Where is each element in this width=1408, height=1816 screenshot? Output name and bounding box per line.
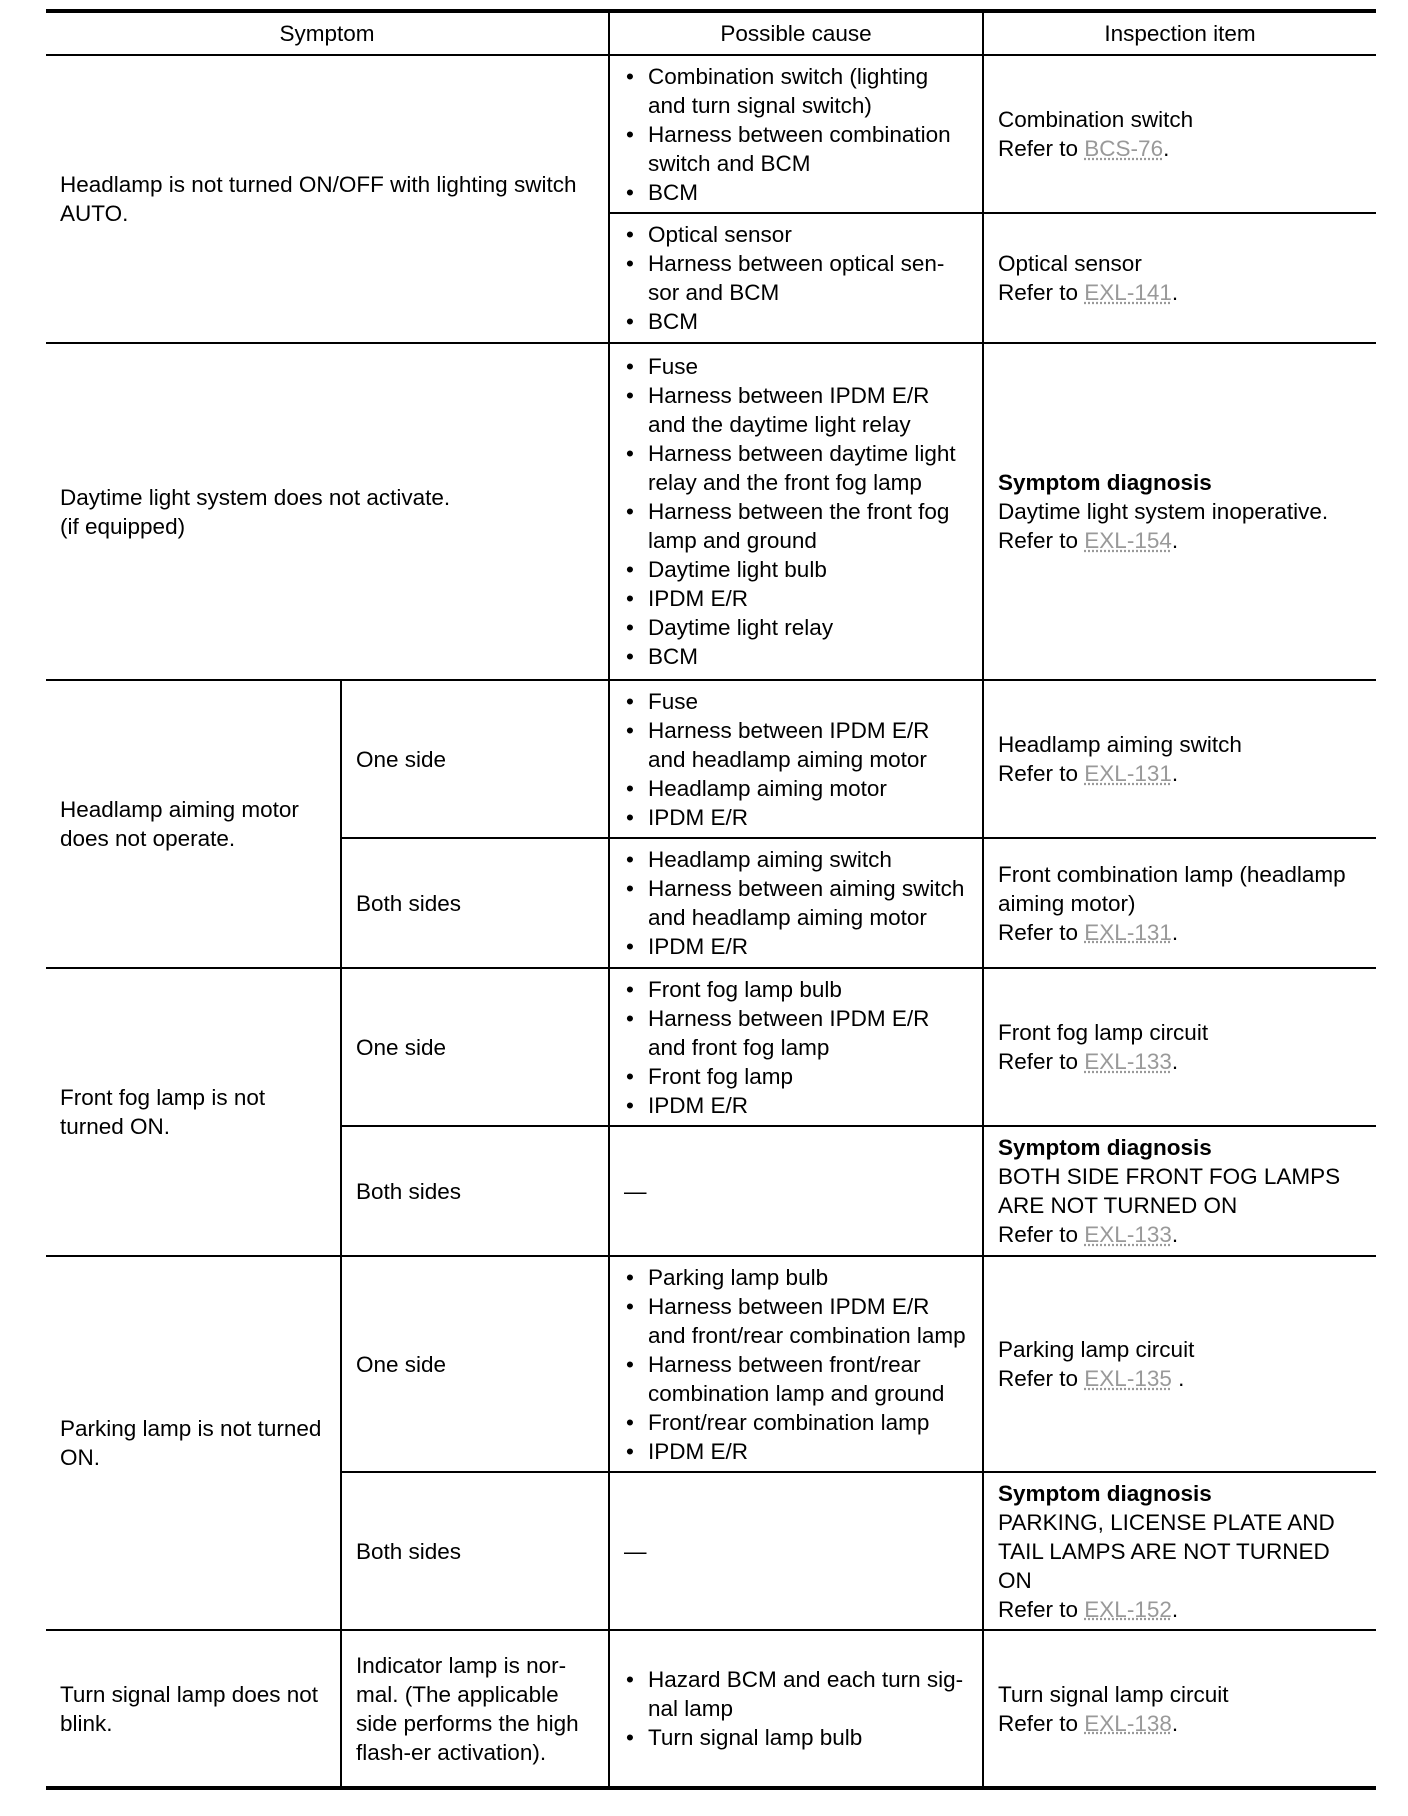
inspection-cell: Combination switch Refer to BCS-76.: [983, 55, 1376, 213]
ref-link-exl-154[interactable]: EXL-154: [1084, 528, 1172, 553]
list-item: • IPDM E/R: [624, 1091, 968, 1120]
list-item: • Turn signal lamp bulb: [624, 1723, 968, 1752]
list-item: • Harness between daytime light relay and the front fog lamp: [624, 439, 968, 497]
condition-cell: Both sides: [341, 1126, 609, 1256]
condition-cell: One side: [341, 1256, 609, 1472]
ref-link-exl-133[interactable]: EXL-133: [1084, 1222, 1172, 1247]
list-item: • Harness between IPDM E/R and front fog lamp: [624, 1004, 968, 1062]
inspection-cell: Front fog lamp circuit Refer to EXL-133.: [983, 968, 1376, 1126]
cause-cell: [609, 680, 983, 838]
list-item: • Front/rear combination lamp: [624, 1408, 968, 1437]
cause-cell: [609, 1630, 983, 1788]
table-row: [46, 680, 1376, 838]
list-item: • BCM: [624, 178, 968, 207]
header-possible-cause: Possible cause: [609, 11, 983, 55]
ref-link-exl-135[interactable]: EXL-135: [1084, 1366, 1172, 1391]
ref-link-exl-152[interactable]: EXL-152: [1084, 1596, 1172, 1622]
list-item: • BCM: [624, 642, 968, 671]
list-item: • Harness between optical sen-sor and BCM: [624, 249, 968, 307]
list-item: • Harness between IPDM E/R and front/rear combination lamp: [624, 1292, 968, 1350]
ref-link-exl-133[interactable]: EXL-133: [1084, 1049, 1172, 1074]
cause-dash: —: [609, 1472, 983, 1630]
condition-cell: One side: [341, 968, 609, 1126]
ref-link-exl-131[interactable]: EXL-131: [1084, 761, 1172, 786]
cause-cell: [609, 968, 983, 1126]
cause-cell: [609, 343, 983, 680]
ref-link-bcs-76[interactable]: BCS-76: [1084, 136, 1164, 161]
condition-cell: One side: [341, 680, 609, 838]
list-item: • Parking lamp bulb: [624, 1263, 968, 1292]
ref-link-exl-141[interactable]: EXL-141: [1084, 280, 1172, 305]
list-item: • Hazard BCM and each turn sig-nal lamp: [624, 1665, 968, 1723]
list-item: • Daytime light bulb: [624, 555, 968, 584]
inspection-cell: Symptom diagnosis Daytime light system inoperative. Refer to EXL-154.: [983, 343, 1376, 680]
list-item: • IPDM E/R: [624, 1437, 968, 1466]
header-row: [46, 11, 1376, 55]
list-item: • Harness between IPDM E/R and the daytime light relay: [624, 381, 968, 439]
table-row: [46, 1630, 1376, 1788]
list-item: • Harness between combination switch and BCM: [624, 120, 968, 178]
symptom-cell: Headlamp is not turned ON/OFF with lighting switch AUTO.: [46, 55, 609, 343]
symptom-cell: Turn signal lamp does not blink.: [46, 1630, 341, 1788]
symptom-cell: Front fog lamp is not turned ON.: [46, 968, 341, 1256]
condition-cell: Both sides: [341, 838, 609, 968]
list-item: • IPDM E/R: [624, 932, 968, 961]
ref-link-exl-131[interactable]: EXL-131: [1084, 919, 1172, 945]
cause-cell: [609, 213, 983, 343]
list-item: • Combination switch (lighting and turn signal switch): [624, 62, 968, 120]
list-item: • Headlamp aiming motor: [624, 774, 968, 803]
inspection-cell: Symptom diagnosis PARKING, LICENSE PLATE AND TAIL LAMPS ARE NOT TURNED ON Refer to EXL-152.: [983, 1472, 1376, 1630]
symptom-table: [46, 9, 1376, 1790]
symptom-cell: Parking lamp is not turned ON.: [46, 1256, 341, 1630]
inspection-cell: Headlamp aiming switch Refer to EXL-131.: [983, 680, 1376, 838]
list-item: • IPDM E/R: [624, 584, 968, 613]
list-item: • Fuse: [624, 352, 968, 381]
table-row: [46, 968, 1376, 1126]
cause-cell: [609, 55, 983, 213]
table-row: [46, 1256, 1376, 1472]
list-item: • Harness between front/rear combination lamp and ground: [624, 1350, 968, 1408]
inspection-cell: Symptom diagnosis BOTH SIDE FRONT FOG LAMPS ARE NOT TURNED ON Refer to EXL-133.: [983, 1126, 1376, 1256]
list-item: • BCM: [624, 307, 968, 336]
symptom-cell: Headlamp aiming motor does not operate.: [46, 680, 341, 968]
header-inspection-item: Inspection item: [983, 11, 1376, 55]
ref-link-exl-138[interactable]: EXL-138: [1084, 1710, 1172, 1736]
inspection-cell: Front combination lamp (headlamp aiming motor) Refer to EXL-131.: [983, 838, 1376, 968]
list-item: • Headlamp aiming switch: [624, 845, 968, 874]
cause-dash: —: [609, 1126, 983, 1256]
header-symptom: Symptom: [46, 11, 609, 55]
list-item: • IPDM E/R: [624, 803, 968, 832]
table-row: [46, 55, 1376, 213]
inspection-cell: Turn signal lamp circuit Refer to EXL-138.: [983, 1630, 1376, 1788]
inspection-cell: Parking lamp circuit Refer to EXL-135 .: [983, 1256, 1376, 1472]
cause-cell: [609, 1256, 983, 1472]
condition-cell: Both sides: [341, 1472, 609, 1630]
list-item: • Harness between IPDM E/R and headlamp aiming motor: [624, 716, 968, 774]
list-item: • Daytime light relay: [624, 613, 968, 642]
list-item: • Front fog lamp bulb: [624, 975, 968, 1004]
inspection-cell: Optical sensor Refer to EXL-141.: [983, 213, 1376, 343]
list-item: • Optical sensor: [624, 220, 968, 249]
list-item: • Harness between aiming switch and headlamp aiming motor: [624, 874, 968, 932]
cause-cell: [609, 838, 983, 968]
table-row: [46, 343, 1376, 680]
list-item: • Front fog lamp: [624, 1062, 968, 1091]
condition-cell: Indicator lamp is nor-mal. (The applicable side performs the high flash-er activation).: [341, 1630, 609, 1788]
list-item: • Harness between the front fog lamp and ground: [624, 497, 968, 555]
symptom-cell: Daytime light system does not activate. (if equipped): [46, 343, 609, 680]
list-item: • Fuse: [624, 687, 968, 716]
